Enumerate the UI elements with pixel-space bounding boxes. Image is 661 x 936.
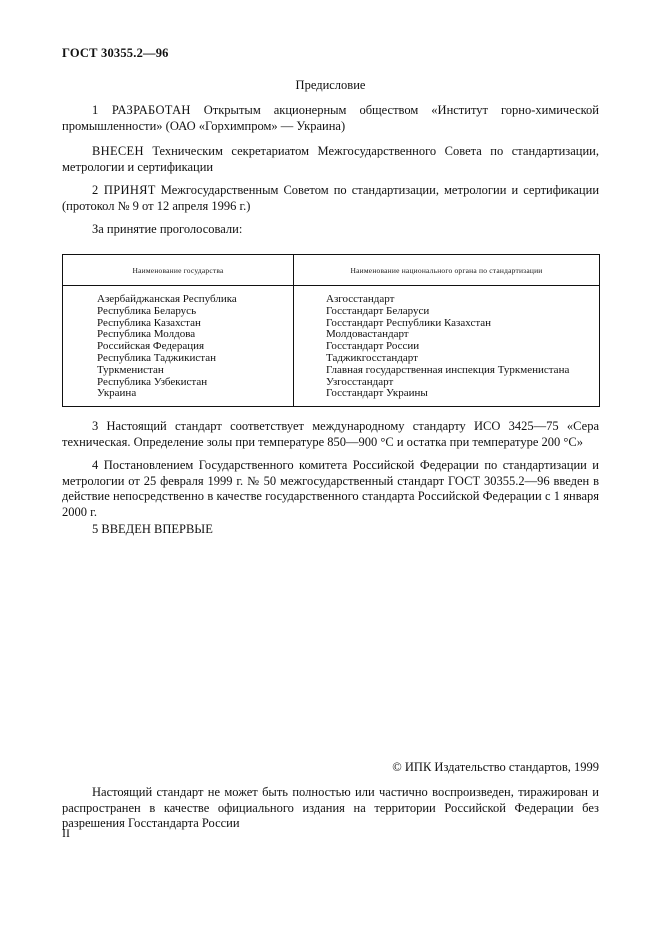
paragraph-introduced [62, 144, 599, 175]
page-number: II [62, 826, 70, 840]
state-name: Республика Казахстан [97, 316, 201, 329]
table-header-body: Наименование национального органа по стандартизации [294, 255, 600, 286]
standards-body-name: Молдовастандарт [326, 328, 409, 341]
standards-body-name: Таджикгосстандарт [326, 351, 418, 364]
copyright-notice: © ИПК Издательство стандартов, 1999 [392, 760, 599, 774]
vote-intro: За принятие проголосовали: [92, 222, 243, 236]
standards-body-name: Азгосстандарт [326, 293, 395, 305]
table-row [63, 286, 600, 407]
state-name: Украина [97, 387, 137, 400]
state-name: Российская Федерация [97, 340, 205, 353]
state-name: Республика Беларусь [97, 304, 197, 317]
paragraph-first-introduced: 5 ВВЕДЕН ВПЕРВЫЕ [92, 522, 213, 536]
paragraph-lead: 1 РАЗРАБОТАН [92, 103, 191, 117]
state-name: Республика Молдова [97, 328, 196, 341]
standards-body-name: Узгосстандарт [326, 375, 394, 388]
paragraph-text: Межгосударственным Советом по стандартизации, метрологии и сертификации (протокол № 9 от 12 апреля 1996 г.) [62, 183, 600, 213]
standards-body-name: Госстандарт Беларуси [326, 304, 430, 317]
paragraph-iso-correspondence: 3 Настоящий стандарт соответствует международному стандарту ИСО 3425—75 «Сера техническая. Определение золы при температуре 850—900 °С и остатка при температуре 200 °С» [62, 419, 599, 449]
standards-body-column [294, 286, 600, 407]
paragraph-text: Открытым акционерным обществом «Институт горно-химической промышленности» (ОАО «Горхимпром» — Украина) [62, 103, 599, 133]
paragraph-text: Техническим секретариатом Межгосударственного Совета по стандартизации, метрологии и сертификации [62, 144, 599, 174]
standards-body-name: Госстандарт Украины [326, 387, 428, 400]
paragraph-adopted [62, 183, 599, 214]
standards-body-name: Главная государственная инспекция Туркменистана [326, 363, 570, 376]
state-name: Республика Узбекистан [97, 375, 208, 388]
document-code: ГОСТ 30355.2—96 [62, 46, 169, 60]
state-column [63, 286, 294, 407]
paragraph-lead: ВНЕСЕН [92, 144, 144, 158]
states-table [62, 254, 600, 407]
table-header-state: Наименование государства [63, 255, 294, 286]
page-title: Предисловие [295, 78, 366, 92]
paragraph-developed [62, 103, 599, 134]
paragraph-lead: 2 ПРИНЯТ [92, 183, 156, 197]
reproduction-notice: Настоящий стандарт не может быть полностью или частично воспроизведен, тиражирован и распространен в качестве официального издания на территории Российской Федерации без разрешения Госстандарта России [62, 785, 599, 830]
state-name: Туркменистан [97, 363, 164, 376]
standards-body-name: Госстандарт Республики Казахстан [326, 316, 492, 329]
standards-body-name: Госстандарт России [326, 340, 420, 353]
paragraph-enactment: 4 Постановлением Государственного комитета Российской Федерации по стандартизации и метрологии от 25 февраля 1999 г. № 50 межгосударственный стандарт ГОСТ 30355.2—96 введен в действие непосредственно в качестве государственного стандарта Российской Федерации с 1 января 2000 г. [62, 458, 599, 519]
state-name: Республика Таджикистан [97, 351, 216, 364]
state-name: Азербайджанская Республика [97, 293, 237, 305]
